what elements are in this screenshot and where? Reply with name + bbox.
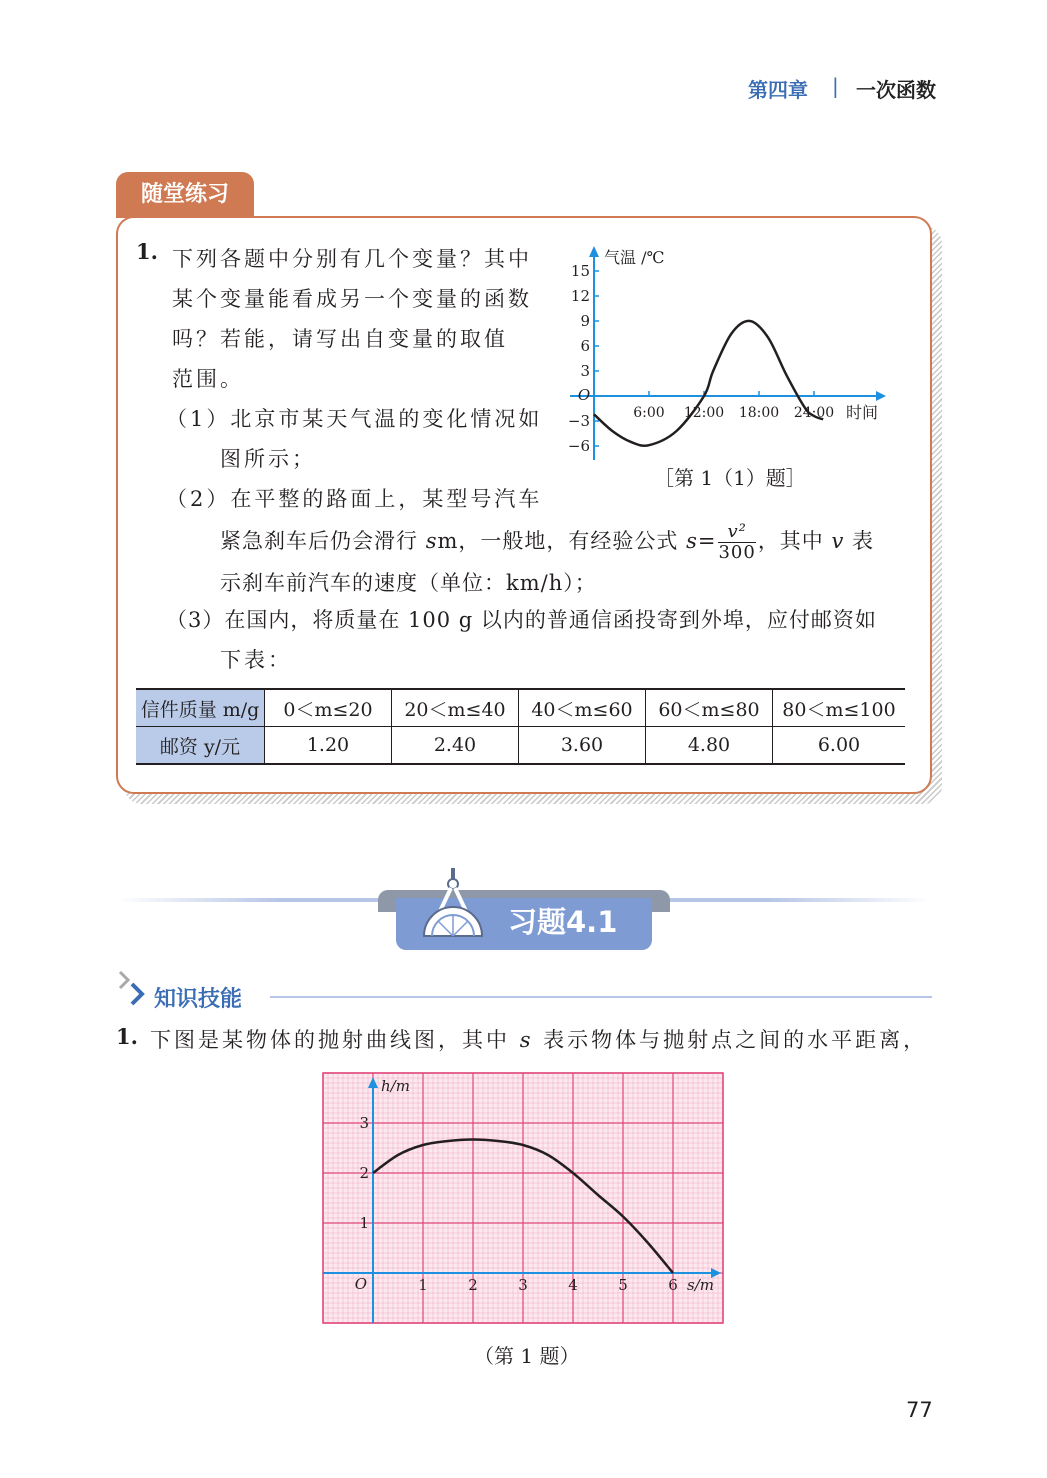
postage-table bbox=[136, 688, 905, 765]
text: 紧急刹车后仍会滑行 bbox=[220, 529, 426, 553]
question-line: 范围。 bbox=[172, 367, 244, 391]
table-cell: 6.00 bbox=[773, 727, 906, 765]
text: 下图是某物体的抛射曲线图，其中 bbox=[150, 1028, 520, 1052]
table-cell: 4.80 bbox=[646, 727, 773, 765]
question-number: 1. bbox=[136, 239, 158, 264]
sub-label: （3） bbox=[166, 608, 225, 632]
variable-v: v bbox=[831, 529, 845, 553]
chevron-right-icon bbox=[114, 968, 154, 1008]
x-tick-label: 1 bbox=[418, 1276, 428, 1294]
equals-sign: = bbox=[697, 529, 717, 553]
text: 表 bbox=[844, 529, 875, 553]
fraction bbox=[718, 522, 755, 563]
y-tick-label: 9 bbox=[580, 312, 590, 330]
header-separator: | bbox=[832, 74, 839, 98]
table-cell: 40＜m≤60 bbox=[519, 689, 646, 727]
chapter-label: 第四章 bbox=[748, 78, 808, 102]
subquestion-3-cont: 下表： bbox=[220, 648, 292, 672]
y-tick-label: 3 bbox=[580, 362, 590, 380]
table-row bbox=[136, 727, 905, 765]
text: ，其中 bbox=[757, 529, 832, 553]
y-tick-label: 15 bbox=[570, 262, 590, 280]
page-number: 77 bbox=[906, 1398, 933, 1422]
sub-label: （1） bbox=[166, 407, 231, 431]
table-row bbox=[136, 689, 905, 727]
variable-s: s bbox=[425, 529, 438, 553]
x-tick-label: 6 bbox=[668, 1276, 678, 1294]
sub-text: 在平整的路面上，某型号汽车 bbox=[230, 487, 543, 511]
table-cell: 1.20 bbox=[265, 727, 392, 765]
subquestion-2-formula-line bbox=[220, 521, 874, 563]
variable-s: s bbox=[686, 529, 698, 553]
x-tick-label: 12:00 bbox=[683, 405, 725, 421]
projectile-chart-caption: （第 1 题） bbox=[474, 1344, 580, 1368]
temperature-chart-caption: ［第 1（1）题］ bbox=[654, 466, 806, 490]
exercise-title: 习题4.1 bbox=[508, 905, 618, 939]
x-axis-label: s/m bbox=[687, 1276, 714, 1294]
sub-label: （2） bbox=[166, 487, 231, 511]
y-axis-label: h/m bbox=[381, 1077, 410, 1095]
variable-s: s bbox=[519, 1028, 534, 1052]
section-divider bbox=[270, 996, 932, 998]
y-tick-label: 2 bbox=[359, 1164, 369, 1182]
sub-text: 北京市某天气温的变化情况如 bbox=[230, 407, 543, 431]
x-tick-label: 3 bbox=[518, 1276, 528, 1294]
temperature-curve bbox=[594, 321, 823, 446]
x-tick-label: 4 bbox=[568, 1276, 578, 1294]
y-tick-label: 3 bbox=[359, 1114, 369, 1132]
table-header-cell: 邮资 y/元 bbox=[136, 727, 265, 765]
subquestion-3 bbox=[166, 600, 877, 640]
question-line: 某个变量能看成另一个变量的函数 bbox=[172, 287, 532, 311]
table-cell: 2.40 bbox=[392, 727, 519, 765]
subquestion-1-cont: 图所示； bbox=[220, 447, 316, 471]
exercise-text bbox=[150, 1024, 927, 1054]
y-axis-arrow bbox=[589, 246, 599, 257]
x-axis-arrow bbox=[876, 391, 886, 401]
table-cell: 60＜m≤80 bbox=[646, 689, 773, 727]
compass-protractor-icon bbox=[418, 866, 488, 942]
chapter-title: 一次函数 bbox=[856, 78, 936, 102]
x-tick-label: 24:00 bbox=[793, 405, 835, 421]
question-line: 吗？若能，请写出自变量的取值 bbox=[172, 327, 508, 351]
y-tick-label: 1 bbox=[359, 1214, 369, 1232]
projectile-chart bbox=[322, 1072, 724, 1326]
y-tick-label: −6 bbox=[567, 437, 590, 455]
exercise-number: 1. bbox=[116, 1024, 138, 1049]
table-cell: 80＜m≤100 bbox=[773, 689, 906, 727]
y-tick-label: 6 bbox=[580, 337, 590, 355]
fraction-numerator: v² bbox=[718, 522, 755, 543]
y-tick-label: 12 bbox=[570, 287, 590, 305]
subquestion-2-cont: 示刹车前汽车的速度（单位：km/h）； bbox=[220, 571, 597, 595]
table-cell: 20＜m≤40 bbox=[392, 689, 519, 727]
practice-tab: 随堂练习 bbox=[116, 172, 254, 218]
subquestion-1 bbox=[166, 399, 542, 439]
question-line: 下列各题中分别有几个变量？其中 bbox=[172, 247, 532, 271]
y-axis-label: 气温 /℃ bbox=[604, 248, 665, 267]
table-cell: 3.60 bbox=[519, 727, 646, 765]
text: 表示物体与抛射点之间的水平距离， bbox=[533, 1028, 928, 1052]
x-axis-label: 时间 bbox=[845, 403, 879, 422]
x-tick-label: 6:00 bbox=[633, 405, 665, 421]
section-title: 知识技能 bbox=[154, 987, 243, 1012]
sub-text: 在国内，将质量在 100 g 以内的普通信函投寄到外埠，应付邮资如 bbox=[224, 608, 877, 632]
y-tick-label: −3 bbox=[567, 412, 590, 430]
x-tick-label: 18:00 bbox=[738, 405, 780, 421]
text: m，一般地，有经验公式 bbox=[437, 529, 687, 553]
x-tick-label: 2 bbox=[468, 1276, 478, 1294]
fraction-denominator: 300 bbox=[718, 542, 756, 563]
table-cell: 0＜m≤20 bbox=[265, 689, 392, 727]
origin-label: O bbox=[354, 1275, 367, 1293]
x-tick-label: 5 bbox=[618, 1276, 628, 1294]
temperature-chart bbox=[560, 240, 900, 465]
subquestion-2 bbox=[166, 479, 542, 519]
origin-label: O bbox=[577, 386, 591, 404]
table-header-cell: 信件质量 m/g bbox=[136, 689, 265, 727]
